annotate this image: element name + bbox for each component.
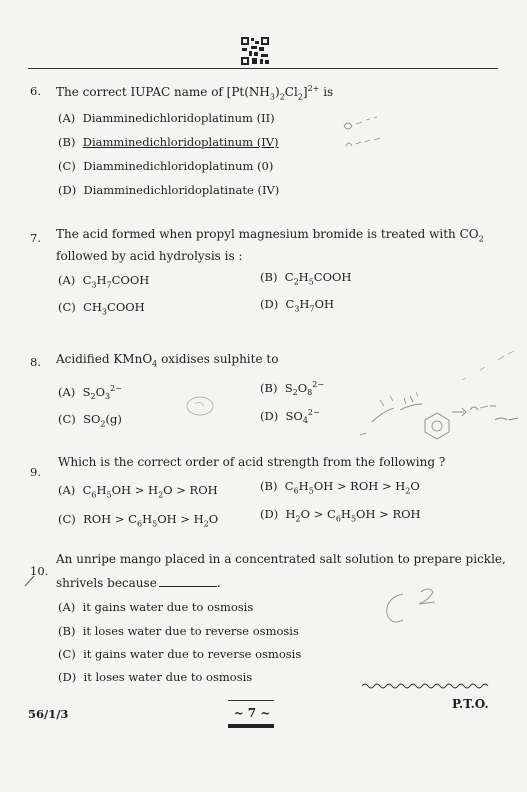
decorative-squiggle xyxy=(362,681,492,691)
question-10-stem-line1: An unripe mango placed in a concentrated salt solution to prepare pickle, xyxy=(56,552,506,566)
page-number: ~ 7 ~ xyxy=(233,706,271,720)
question-8-stem: Acidified KMnO$_4$ oxidises sulphite to xyxy=(56,352,279,369)
question-7-stem-line1: The acid formed when propyl magnesium bromide is treated with $CO_2$ xyxy=(56,227,484,244)
question-7-option-d: (D) $C_3H_7OH$ xyxy=(260,297,335,314)
question-10-number: 10. xyxy=(30,564,49,578)
question-7-option-c: (C) $CH_3COOH$ xyxy=(58,300,145,317)
question-9-option-c: (C) ROH > $C_6H_5OH > H_2O$ xyxy=(58,512,219,529)
header-rule xyxy=(28,68,498,69)
question-6-option-a: (A) Diamminedichloridoplatinum (II) xyxy=(58,111,275,125)
paper-code: 56/1/3 xyxy=(28,707,69,721)
question-8-option-c: (C) $SO_2(g)$ xyxy=(58,412,122,429)
question-9-option-b: (B) $C_6H_5OH$ > ROH > $H_2O$ xyxy=(260,479,420,496)
pto-label: P.T.O. xyxy=(452,697,489,711)
handwritten-mark xyxy=(180,392,220,422)
question-9-option-d: (D) $H_2O > C_6H_5OH$ > ROH xyxy=(260,507,421,524)
question-6-option-c: (C) Diamminedichloridoplatinum (0) xyxy=(58,159,274,173)
question-9-stem: Which is the correct order of acid strength from the following ? xyxy=(58,455,446,469)
handwritten-answer-mark xyxy=(375,584,455,634)
question-8-option-a: (A) $S_2O_3^{2-}$ xyxy=(58,384,122,402)
qr-code-icon xyxy=(240,36,270,66)
question-6-stem: The correct IUPAC name of $[Pt(NH_3)_2Cl_2]^{2+}$ is xyxy=(56,84,334,102)
question-7-option-a: (A) $C_3H_7COOH$ xyxy=(58,273,150,290)
question-9-number: 9. xyxy=(30,465,41,479)
question-7-option-b: (B) $C_2H_5COOH$ xyxy=(260,270,352,287)
question-10-option-c: (C) it gains water due to reverse osmosis xyxy=(58,647,302,661)
question-10-option-d: (D) it loses water due to osmosis xyxy=(58,670,253,684)
question-10-option-b: (B) it loses water due to reverse osmosis xyxy=(58,624,299,638)
handwritten-tick xyxy=(22,574,38,588)
question-10-stem-line2: shrivels because . xyxy=(56,576,221,590)
question-7-stem-line2: followed by acid hydrolysis is : xyxy=(56,249,243,263)
question-8-option-b: (B) $S_2O_8^{2-}$ xyxy=(260,380,325,398)
page-number-underline xyxy=(228,724,274,728)
question-8-option-d: (D) $SO_4^{2-}$ xyxy=(260,408,320,426)
question-8-number: 8. xyxy=(30,355,41,369)
question-9-option-a: (A) $C_6H_5OH > H_2O$ > ROH xyxy=(58,483,218,500)
page-number-top-rule xyxy=(228,700,274,701)
question-6-option-d: (D) Diamminedichloridoplatinate (IV) xyxy=(58,183,280,197)
question-10-option-a: (A) it gains water due to osmosis xyxy=(58,600,254,614)
handwritten-structure-sketch xyxy=(350,340,525,440)
question-7-number: 7. xyxy=(30,231,41,245)
fill-in-blank xyxy=(159,586,217,587)
question-6-option-b: (B) Diamminedichloridoplatinum (IV) xyxy=(58,135,279,149)
question-6-number: 6. xyxy=(30,84,41,98)
handwritten-note xyxy=(340,106,400,156)
